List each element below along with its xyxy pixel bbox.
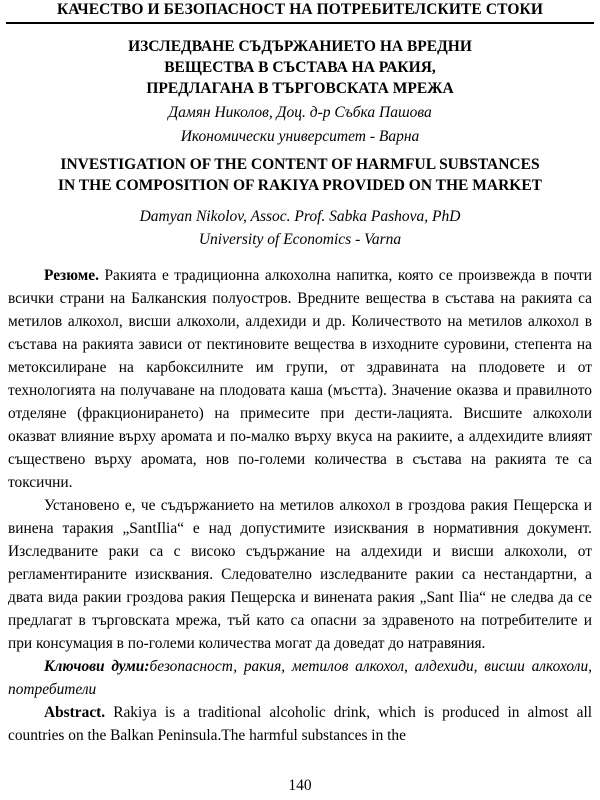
- abstract-paragraph: [8, 701, 592, 747]
- keywords-paragraph: [8, 655, 592, 701]
- keywords-text: безопасност, ракия, метилов алкохол, алдехиди, висши алкохоли, потребители: [8, 658, 592, 698]
- english-affiliation: University of Economics - Varna: [198, 231, 402, 248]
- summary-label: Резюме.: [44, 267, 99, 284]
- english-author-block: [0, 205, 600, 251]
- bulgarian-title-line: ПРЕДЛАГАНА В ТЪРГОВСКАТА МРЕЖА: [146, 80, 454, 97]
- keywords-label: Ключови думи:: [44, 658, 150, 675]
- bulgarian-title-line: ВЕЩЕСТВА В СЪСТАВА НА РАКИЯ,: [164, 59, 436, 76]
- bulgarian-author-block: [0, 101, 600, 149]
- bulgarian-affiliation: Икономически университет - Варна: [180, 128, 420, 145]
- bulgarian-title-line: ИЗСЛЕДВАНЕ СЪДЪРЖАНИЕТО НА ВРЕДНИ: [128, 38, 472, 55]
- summary-paragraph: [8, 264, 592, 494]
- english-title-line: IN THE COMPOSITION OF RAKIYA PROVIDED ON THE MARKET: [57, 177, 542, 194]
- bulgarian-title: [0, 36, 600, 99]
- english-title-line: INVESTIGATION OF THE CONTENT OF HARMFUL SUBSTANCES: [60, 156, 540, 173]
- english-authors: Damyan Nikolov, Assoc. Prof. Sabka Pashova, PhD: [139, 208, 461, 225]
- summary-paragraph-2: Установено е, че съдържанието на метилов алкохол в гроздова ракия Пещерска и винена таракия „SantIlia“ е над допустимите изисквания в нормативния документ. Изследваните раки са с високо съдържание на алдехиди и висши алкохоли, от регламентираните изисквания. Следователно изследваните ракии са нестандартни, а двата вида ракии гроздова ракия Пещерска и винената ракия „Sant Ilia“ не следва да се предлагат в търговската мрежа, тъй като са опасни за здравеното на потребителите и при консумация в по-големи количества могат да доведат до натравяния.: [8, 497, 592, 652]
- abstract-label: Abstract.: [44, 704, 106, 721]
- english-title: [0, 154, 600, 196]
- summary-text: Ракията е традиционна алкохолна напитка, която се произвежда в почти всички страни на Балканския полуостров. Вредните вещества в състава на ракията са метилов алкохол, висши алкохоли, алдехиди и др. Количеството на метилов алкохол в състава на ракията зависи от пектиновите вещества в изходните суровини, степента на метоксилиране на карбоксилните им групи, от здравината на плодовете и от технологията на получаване на плодовата каша (мъстта). Значение оказва и правилното отделяне (фракционирането) на примесите при дести-лацията. Висшите алкохоли оказват влияние върху аромата и по-малко върху вкуса на ракиите, а алдехидите влияят съществено върху аромата, нов по-големи количества в състава на ракията те са токсични.: [8, 267, 592, 491]
- body-text: [8, 264, 592, 747]
- bulgarian-authors: Дамян Николов, Доц. д-р Събка Пашова: [168, 104, 432, 121]
- running-header: КАЧЕСТВО И БЕЗОПАСНОСТ НА ПОТРЕБИТЕЛСКИТЕ СТОКИ: [6, 0, 594, 24]
- page-number: 140: [288, 777, 312, 794]
- abstract-text: Rakiya is a traditional alcoholic drink, which is produced in almost all countries on the Balkan Peninsula.The harmful substances in the: [8, 704, 592, 744]
